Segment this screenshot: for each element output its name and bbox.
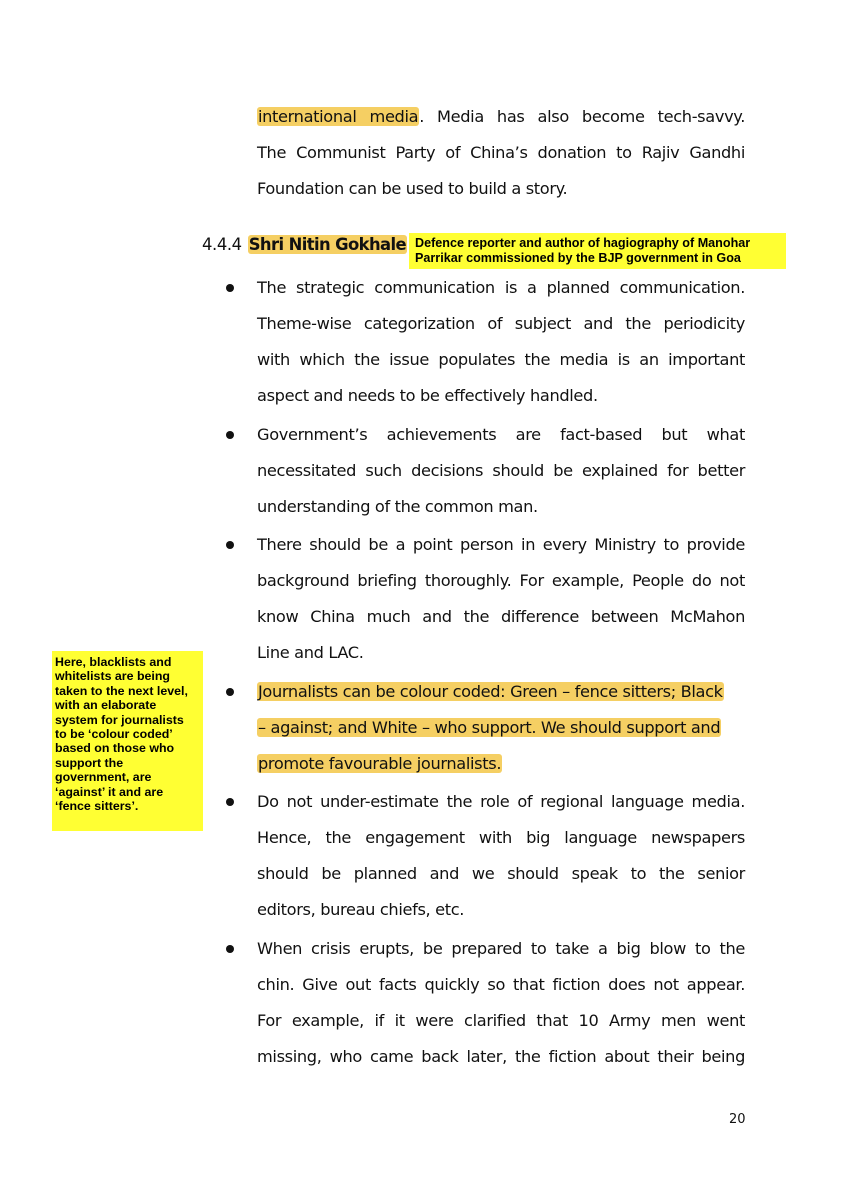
side-annotation-note: Here, blacklists and whitelists are being taken to the next level, with an elaborate system for journalists to be ‘colour coded’ based on those who support the government, are ‘against’ it and are ‘fence sitters’.: [52, 651, 203, 831]
annotation-line: Defence reporter and author of hagiography of Manohar: [415, 236, 751, 250]
bullet-item: Do not under-estimate the role of regional language media. Hence, the engagement with big language newspapers should be planned and we should speak to the senior editors, bureau chiefs, etc.: [257, 792, 745, 919]
paragraph-line: international media. Media has also become tech-savvy.: [258, 107, 746, 126]
bullet-icon: [226, 688, 234, 696]
bullet-icon: [226, 431, 234, 439]
bullet-icon: [226, 945, 234, 953]
highlighted-text: Journalists can be colour coded: Green – fence sitters; Black: [258, 682, 723, 701]
heading-annotation-note: [409, 233, 786, 269]
highlighted-text: – against; and White – who support. We should support and: [258, 718, 721, 737]
bullet-icon: [226, 284, 234, 292]
section-title: Shri Nitin Gokhale: [248, 235, 407, 254]
bullet-item-highlighted: [257, 674, 745, 782]
bullet-icon: [226, 798, 234, 806]
highlighted-text: promote favourable journalists.: [258, 754, 502, 773]
section-number: 4.4.4: [202, 235, 242, 254]
paragraph-line: Foundation can be used to build a story.: [257, 179, 568, 198]
highlighted-text: international media: [258, 107, 419, 126]
bullet-item: Government’s achievements are fact-based but what necessitated such decisions should be explained for better understanding of the common man.: [257, 425, 745, 516]
annotation-line: Parrikar commissioned by the BJP government in Goa: [415, 251, 741, 265]
bullet-icon: [226, 541, 234, 549]
bullet-item: The strategic communication is a planned communication. Theme-wise categorization of subject and the periodicity with which the issue populates the media is an important aspect and needs to be effectively handled.: [257, 278, 745, 405]
page-number: 20: [729, 1112, 746, 1127]
intro-paragraph: [257, 99, 745, 207]
section-heading: [202, 234, 407, 256]
bullet-item: There should be a point person in every Ministry to provide background briefing thoroughly. For example, People do not know China much and the difference between McMahon Line and LAC.: [257, 535, 745, 662]
paragraph-line: The Communist Party of China’s donation to Rajiv Gandhi: [257, 143, 745, 162]
bullet-item: When crisis erupts, be prepared to take a big blow to the chin. Give out facts quickly so that fiction does not appear. For example, if it were clarified that 10 Army men went missing, who came back later, the fiction about their being: [257, 939, 745, 1066]
